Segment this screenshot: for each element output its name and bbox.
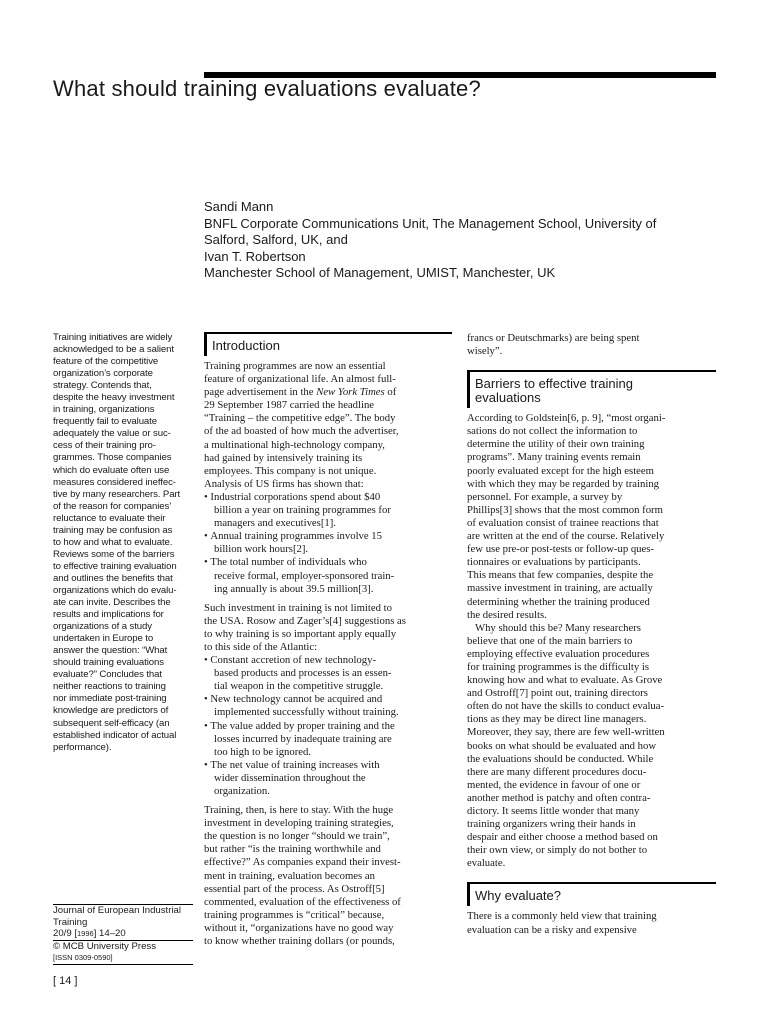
- abstract-line: feature of the competitive: [53, 356, 159, 368]
- bullet-list: [204, 491, 452, 596]
- text-line: Why should this be? Many researchers: [475, 621, 641, 634]
- text-line: despair and either choose a method based on: [467, 831, 658, 844]
- text-line: determine the utility of their own training: [467, 438, 645, 451]
- journal-name: Training: [53, 916, 88, 928]
- abstract-line: strategy. Contends that,: [53, 380, 152, 392]
- paragraph: [467, 412, 716, 622]
- abstract-line: reluctance to evaluate their: [53, 512, 166, 524]
- journal-volume: [53, 928, 193, 940]
- text-line: wisely”.: [467, 345, 503, 358]
- abstract-line: cess of their training pro-: [53, 440, 156, 452]
- text-line: investment in developing training strategies,: [204, 817, 394, 830]
- author-name: Ivan T. Robertson: [204, 248, 306, 264]
- text-line: feature of organizational life. An almost full-: [204, 373, 396, 386]
- text-line: evaluation can be a risky and expensive: [467, 923, 637, 936]
- text-span: Industrial corporations spend about $40: [210, 490, 381, 503]
- text-line: the desired results.: [467, 608, 547, 621]
- text-line: ing annually is about 39.5 million[3].: [214, 582, 374, 595]
- text-line: their own view, or simply do not bother to: [467, 844, 648, 857]
- text-span: The value added by proper training and the: [210, 719, 395, 732]
- text-line: Training, then, is here to stay. With the huge: [204, 804, 394, 817]
- text-line: personnel. For example, a survey by: [467, 490, 623, 503]
- text-line: massive investment in training, are actually: [467, 582, 653, 595]
- newspaper-title: New York Times: [316, 386, 385, 399]
- body-column-2: [467, 332, 716, 937]
- text-line: believe that one of the main barriers to: [467, 634, 633, 647]
- abstract-line: measures considered ineffec-: [53, 476, 176, 488]
- heading-line: evaluations: [475, 390, 541, 406]
- text-line: billion work hours[2].: [214, 543, 309, 556]
- body-column-1: [204, 332, 452, 948]
- text-line: few use pre-or post-tests or follow-up ques-: [467, 543, 654, 556]
- paragraph: [467, 910, 716, 936]
- abstract-line: to how and what to evaluate.: [53, 536, 173, 548]
- text-line: commented, evaluation of the effectiveness of: [204, 895, 401, 908]
- text-span: Annual training programmes involve 15: [210, 530, 382, 543]
- text-line: books on what should be evaluated and how: [467, 739, 657, 752]
- paragraph: [467, 332, 716, 358]
- text-line: tial weapon in the competitive struggle.: [214, 680, 384, 693]
- text-line: are written at the end of the course. Relatively: [467, 530, 665, 543]
- text-line: the USA. Rosow and Zager’s[4] suggestions as: [204, 614, 406, 627]
- abstract-line: organizations which do evalu-: [53, 584, 177, 596]
- text-line: poorly evaluated except for the high esteem: [467, 464, 654, 477]
- text-line: programs”. Many training events remain: [467, 451, 641, 464]
- abstract-line: ate can invite. Describes the: [53, 597, 171, 609]
- list-item: • The total number of individuals who receive formal, employer-sponsored train- ing annually is about 39.5 million[3].: [204, 556, 452, 595]
- text-line: the evaluations should be conducted. While: [467, 752, 654, 765]
- text-line: ment in training, evaluation becomes an: [204, 869, 375, 882]
- journal-volume-issue: 20/9 [: [53, 928, 78, 940]
- text-line: employing effective evaluation procedures: [467, 647, 650, 660]
- text-line: had gained by intensively training its: [204, 451, 363, 464]
- text-line: Phillips[3] shows that the most common form: [467, 503, 663, 516]
- text-line: According to Goldstein[6, p. 9], “most organi-: [467, 412, 666, 425]
- abstract-line: organizations of a study: [53, 621, 152, 633]
- text-line: organization.: [214, 785, 270, 797]
- abstract-line: results and implications for: [53, 609, 164, 621]
- text-line: based products and processes is an essen-: [214, 667, 392, 680]
- author-affiliation: Salford, Salford, UK, and: [204, 232, 348, 247]
- text-line: This means that few companies, despite the: [467, 569, 654, 582]
- text-line: too high to be ignored.: [214, 745, 312, 758]
- journal-citation: [53, 904, 193, 965]
- abstract-line: subsequent self-efficacy (an: [53, 717, 170, 729]
- text-line: determining whether the training produced: [467, 595, 650, 608]
- text-line: billion a year on training programmes for: [214, 504, 391, 517]
- journal-pages: ] 14–20: [93, 928, 126, 940]
- list-item: • New technology cannot be acquired and implemented successfully without training.: [204, 693, 452, 719]
- text-line: but rather “is the training worthwhile and: [204, 843, 381, 856]
- text-line: There is a commonly held view that training: [467, 910, 657, 923]
- text-line: of the ad boasted of how much the advertiser,: [204, 425, 399, 438]
- abstract-line: training may be confusion as: [53, 524, 173, 536]
- author-block: [204, 199, 724, 282]
- text-line: often do not have the skills to conduct evalua-: [467, 700, 665, 713]
- text-span: page advertisement in the: [204, 386, 314, 399]
- abstract-line: evaluate?” Concludes that: [53, 669, 162, 681]
- text-line: of evaluation consist of trainee reactions that: [467, 516, 659, 529]
- text-line: to know whether training dollars (or pounds,: [204, 935, 395, 948]
- text-line: training programmes is “critical” because,: [204, 908, 385, 921]
- paragraph: [204, 360, 452, 491]
- text-line: tions as they may be direct line managers.: [467, 713, 647, 726]
- paragraph: [204, 804, 452, 948]
- text-span: The total number of individuals who: [210, 556, 367, 569]
- text-line: Such investment in training is not limited to: [204, 601, 392, 614]
- heading-line: Barriers to effective training: [475, 376, 633, 392]
- list-item: • Constant accretion of new technology- based products and processes is an essen- tial weapon in the competitive struggle.: [204, 654, 452, 693]
- abstract-line: neither reactions to training: [53, 681, 166, 693]
- abstract-line: acknowledged to be a salient: [53, 344, 174, 356]
- text-line: to this side of the Atlantic:: [204, 640, 318, 653]
- text-span: Constant accretion of new technology-: [210, 654, 377, 667]
- journal-name: Journal of European Industrial: [53, 904, 193, 917]
- journal-year: 1996: [77, 929, 94, 939]
- text-line: wider dissemination throughout the: [214, 771, 366, 784]
- text-span: New technology cannot be acquired and: [210, 693, 383, 706]
- abstract-line: despite the heavy investment: [53, 392, 175, 404]
- abstract-line: established indicator of actual: [53, 729, 177, 741]
- text-line: Analysis of US firms has shown that:: [204, 477, 364, 490]
- text-line: there are many different procedures docu-: [467, 765, 647, 778]
- text-line: Moreover, they say, there are few well-written: [467, 726, 665, 739]
- abstract-line: should training evaluations: [53, 657, 164, 669]
- abstract-line: answer the question: “What: [53, 645, 168, 657]
- abstract-line: Reviews some of the barriers: [53, 548, 175, 560]
- abstract-line: which do evaluate often use: [53, 464, 170, 476]
- abstract-line: in training, organizations: [53, 404, 155, 416]
- text-line: another method is patchy and often contra-: [467, 791, 651, 804]
- list-item: • Industrial corporations spend about $40 billion a year on training programmes for managers and executives[1].: [204, 491, 452, 530]
- text-line: for training programmes is the difficulty is: [467, 660, 650, 673]
- text-line: mented, the evidence in favour of one or: [467, 778, 641, 791]
- text-line: knowing how and what to evaluate. As Grove: [467, 674, 663, 687]
- text-line: with which they may be regarded by training: [467, 477, 660, 490]
- section-heading-introduction: Introduction: [204, 332, 452, 356]
- section-heading-barriers: [467, 370, 716, 408]
- abstract-line: adequately the value or suc-: [53, 428, 171, 440]
- text-line: managers and executives[1].: [214, 517, 336, 530]
- text-line: dictory. It seems little wonder that many: [467, 805, 640, 817]
- text-line: “Training – the competitive edge”. The body: [204, 412, 396, 425]
- bullet-list: [204, 654, 452, 798]
- text-line: effective?” As companies expand their invest-: [204, 856, 401, 869]
- list-item: • The net value of training increases with wider dissemination throughout the organization.: [204, 759, 452, 798]
- abstract-line: of the reason for companies’: [53, 500, 172, 512]
- text-line: training organizers wring their hands in: [467, 818, 636, 831]
- abstract-line: tive by many researchers. Part: [53, 488, 181, 500]
- abstract-line: and outlines the benefits that: [53, 572, 173, 584]
- abstract-line: grammes. Those companies: [53, 452, 172, 464]
- text-line: [204, 386, 452, 399]
- list-item: • The value added by proper training and the losses incurred by inadequate training are too high to be ignored.: [204, 720, 452, 759]
- abstract-line: performance).: [53, 741, 112, 753]
- text-line: employees. This company is not unique.: [204, 464, 377, 477]
- text-line: essential part of the process. As Ostroff[5]: [204, 882, 385, 895]
- text-line: receive formal, employer-sponsored train-: [214, 569, 395, 582]
- page-number: [ 14 ]: [53, 975, 78, 987]
- author-name: Sandi Mann: [204, 199, 274, 214]
- text-span: of: [384, 386, 397, 399]
- author-affiliation: BNFL Corporate Communications Unit, The Management School, University of: [204, 215, 657, 231]
- text-span: The net value of training increases with: [210, 758, 380, 771]
- text-line: a multinational high-technology company,: [204, 438, 385, 451]
- text-line: implemented successfully without training.: [214, 706, 399, 719]
- abstract-line: organization’s corporate: [53, 368, 153, 380]
- list-item: • Annual training programmes involve 15 billion work hours[2].: [204, 530, 452, 556]
- abstract-line: knowledge are predictors of: [53, 705, 169, 717]
- text-line: tionnaires or evaluations by participants.: [467, 556, 641, 569]
- copyright: © MCB University Press: [53, 940, 193, 953]
- paragraph: [467, 622, 716, 871]
- text-line: 29 September 1987 carried the headline: [204, 399, 375, 412]
- text-line: losses incurred by inadequate training are: [214, 732, 392, 745]
- abstract-line: undertaken in Europe to: [53, 633, 154, 645]
- abstract-line: nor immediate post-training: [53, 693, 167, 705]
- abstract-line: Training initiatives are widely: [53, 332, 173, 343]
- issn: [ISSN 0309-0590]: [53, 952, 193, 965]
- text-line: the question is no longer “should we train”,: [204, 830, 390, 843]
- abstract-line: frequently fail to evaluate: [53, 416, 157, 428]
- abstract: [53, 332, 193, 754]
- text-line: sations do not collect the information to: [467, 425, 638, 438]
- text-line: to why training is so important apply equally: [204, 627, 397, 640]
- paragraph: [204, 602, 452, 654]
- text-line: without it, “organizations have no good way: [204, 921, 394, 934]
- text-line: evaluate.: [467, 857, 506, 870]
- abstract-line: to effective training evaluation: [53, 560, 177, 572]
- text-line: Training programmes are now an essential: [204, 360, 386, 372]
- author-affiliation: Manchester School of Management, UMIST, Manchester, UK: [204, 265, 556, 280]
- text-line: francs or Deutschmarks) are being spent: [467, 332, 640, 344]
- text-line: and Ostroff[7] point out, training directors: [467, 687, 648, 700]
- section-heading-why-evaluate: Why evaluate?: [467, 882, 716, 906]
- article-title: What should training evaluations evaluate?: [53, 76, 481, 101]
